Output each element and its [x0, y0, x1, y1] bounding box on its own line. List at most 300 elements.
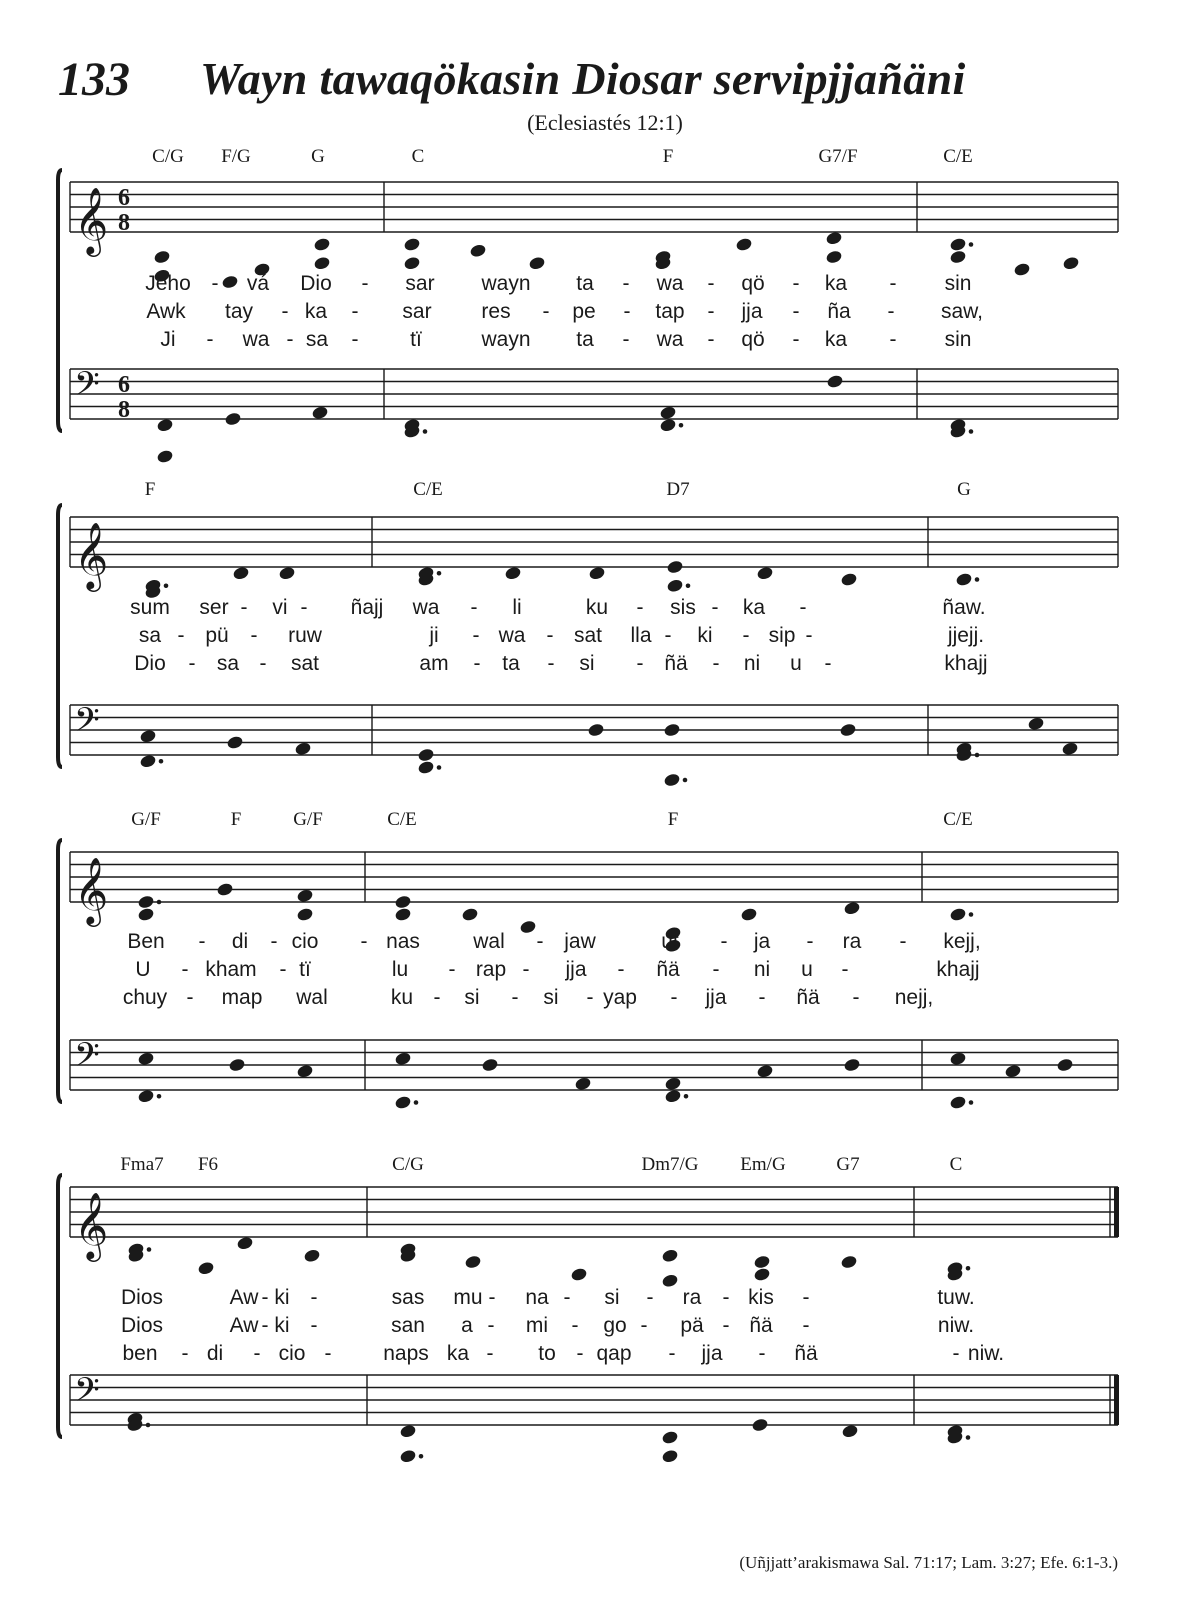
- lyric-hyphen: -: [758, 1342, 766, 1365]
- chord-symbol: F: [667, 809, 679, 830]
- note-head: [840, 1254, 858, 1269]
- lyric-hyphen: -: [250, 624, 258, 647]
- note-dot: [969, 912, 974, 917]
- system-bracket: [58, 170, 62, 431]
- note-head: [403, 256, 421, 271]
- note-head: [224, 411, 242, 426]
- lyric-syllable: ñä: [796, 986, 820, 1009]
- note-head: [296, 888, 314, 903]
- bass-staff: [70, 1372, 1119, 1426]
- lyric-syllable: map: [221, 986, 263, 1009]
- lyric-hyphen: -: [206, 328, 214, 351]
- lyric-hyphen: -: [487, 1314, 495, 1337]
- lyric-syllable: ku: [585, 596, 609, 619]
- lyric-syllable: yap: [603, 986, 637, 1009]
- lyric-syllable: sip: [768, 624, 796, 647]
- lyric-hyphen: -: [448, 958, 456, 981]
- note-head: [296, 907, 314, 922]
- lyric-syllable: ñä: [749, 1314, 773, 1337]
- chord-symbol: F/G: [221, 146, 251, 167]
- chord-symbol: F6: [197, 1154, 219, 1175]
- lyrics-verse-1: [121, 1286, 975, 1309]
- hymn-number: 133: [58, 53, 130, 106]
- note-head: [1027, 716, 1045, 731]
- treble-staff: [70, 1187, 1119, 1262]
- lyric-syllable: ja: [753, 930, 771, 953]
- note-head: [394, 1095, 412, 1110]
- chord-symbol: G/F: [293, 809, 323, 830]
- lyric-syllable: cio: [278, 1342, 306, 1365]
- lyric-syllable: lu: [391, 958, 409, 981]
- lyric-syllable: u: [801, 958, 813, 981]
- note-head: [394, 1051, 412, 1066]
- treble-clef-icon: 𝄞: [74, 856, 109, 924]
- chord-symbol: C/E: [413, 479, 443, 500]
- lyric-hyphen: -: [622, 328, 630, 351]
- lyric-syllable: rap: [475, 958, 507, 981]
- lyric-hyphen: -: [486, 1342, 494, 1365]
- lyric-hyphen: -: [511, 986, 519, 1009]
- note-head: [399, 1424, 417, 1439]
- lyric-hyphen: -: [952, 1342, 960, 1365]
- note-head: [756, 566, 774, 581]
- lyric-syllable: jaw: [564, 930, 596, 953]
- note-head: [839, 722, 857, 737]
- note-head: [137, 1051, 155, 1066]
- note-dot: [975, 577, 980, 582]
- lyric-hyphen: -: [670, 986, 678, 1009]
- note-head: [226, 735, 244, 750]
- note-dot: [423, 429, 428, 434]
- lyric-syllable: ña: [827, 300, 851, 323]
- note-head: [666, 559, 684, 574]
- lyric-hyphen: -: [586, 986, 594, 1009]
- time-signature-bottom: 8: [118, 397, 130, 423]
- lyric-syllable: ut: [661, 930, 679, 953]
- lyric-syllable: Ben: [127, 930, 165, 953]
- note-head: [664, 1089, 682, 1104]
- lyric-hyphen: -: [211, 272, 219, 295]
- note-head: [661, 1248, 679, 1263]
- chord-symbol: G/F: [131, 809, 161, 830]
- note-head: [417, 760, 435, 775]
- bass-clef-icon: 𝄢: [74, 701, 100, 748]
- lyric-hyphen: -: [720, 930, 728, 953]
- lyric-hyphen: -: [181, 958, 189, 981]
- note-head: [469, 243, 487, 258]
- lyrics-verse-1: [145, 272, 971, 295]
- lyric-syllable: tï: [410, 328, 422, 351]
- note-dot: [419, 1454, 424, 1459]
- note-head: [841, 1424, 859, 1439]
- chord-symbol: Fma7: [120, 1154, 164, 1175]
- note-dot: [683, 778, 688, 783]
- note-head: [311, 405, 329, 420]
- lyric-syllable: wa: [656, 328, 684, 351]
- lyric-syllable: wal: [296, 986, 328, 1009]
- lyric-syllable: sin: [944, 272, 972, 295]
- lyric-hyphen: -: [889, 272, 897, 295]
- lyric-syllable: wal: [473, 930, 505, 953]
- lyric-syllable: u: [790, 652, 802, 675]
- hymn-title: Wayn tawaqökasin Diosar servipjjañäni: [200, 53, 966, 104]
- lyric-hyphen: -: [351, 328, 359, 351]
- lyric-hyphen: -: [792, 300, 800, 323]
- note-head: [403, 237, 421, 252]
- lyrics-verse-1: [127, 930, 980, 953]
- lyric-syllable: saw,: [940, 300, 984, 323]
- note-head: [949, 1095, 967, 1110]
- lyric-hyphen: -: [261, 1314, 269, 1337]
- note-head: [756, 1064, 774, 1079]
- lyric-syllable: Dios: [120, 1314, 164, 1337]
- lyric-hyphen: -: [711, 596, 719, 619]
- chord-symbol: G7: [836, 1154, 860, 1175]
- lyrics-verse-2: [121, 1314, 974, 1337]
- lyric-syllable: lla: [630, 624, 652, 647]
- lyric-syllable: ka: [304, 300, 328, 323]
- note-head: [1062, 256, 1080, 271]
- lyric-syllable: U: [135, 958, 151, 981]
- lyric-syllable: sas: [391, 1286, 425, 1309]
- lyric-syllable: sa: [138, 624, 162, 647]
- lyric-hyphen: -: [259, 652, 267, 675]
- lyric-syllable: wa: [498, 624, 526, 647]
- lyric-syllable: qö: [741, 328, 765, 351]
- lyric-syllable: ser: [199, 596, 229, 619]
- lyric-hyphen: -: [664, 624, 672, 647]
- note-head: [661, 1449, 679, 1464]
- bass-staff: [70, 366, 1118, 424]
- lyrics-verse-3: [122, 1342, 1004, 1365]
- chord-symbol: G: [957, 479, 971, 500]
- lyrics-verse-2: [135, 958, 979, 981]
- note-head: [417, 747, 435, 762]
- lyrics-verse-3: [134, 652, 987, 675]
- note-head: [825, 249, 843, 264]
- note-head: [137, 894, 155, 909]
- lyric-hyphen: -: [712, 652, 720, 675]
- lyric-syllable: ra: [842, 930, 862, 953]
- lyrics-verse-2: [146, 300, 983, 323]
- lyric-syllable: tuw.: [937, 1286, 975, 1309]
- lyric-syllable: san: [391, 1314, 425, 1337]
- lyric-syllable: kejj,: [943, 930, 981, 953]
- note-head: [949, 1051, 967, 1066]
- lyric-syllable: si: [579, 652, 595, 675]
- note-head: [666, 578, 684, 593]
- note-head: [753, 1267, 771, 1282]
- lyric-syllable: ni: [743, 652, 761, 675]
- lyric-syllable: go: [603, 1314, 627, 1337]
- note-head: [137, 907, 155, 922]
- lyric-hyphen: -: [310, 1286, 318, 1309]
- lyric-hyphen: -: [646, 1286, 654, 1309]
- lyric-hyphen: -: [198, 930, 206, 953]
- lyric-syllable: to: [538, 1342, 556, 1365]
- lyric-hyphen: -: [742, 624, 750, 647]
- music-system-4: [58, 1154, 1119, 1464]
- lyric-syllable: na: [525, 1286, 549, 1309]
- note-head: [659, 405, 677, 420]
- chord-symbol: G7/F: [818, 146, 858, 167]
- note-dot: [686, 583, 691, 588]
- lyric-syllable: nas: [386, 930, 420, 953]
- note-dot: [147, 1247, 152, 1252]
- note-dot: [969, 242, 974, 247]
- note-head: [949, 907, 967, 922]
- chord-symbol: C: [411, 146, 425, 167]
- lyric-syllable: ta: [576, 272, 594, 295]
- lyric-hyphen: -: [802, 1314, 810, 1337]
- lyric-hyphen: -: [472, 624, 480, 647]
- lyric-hyphen: -: [360, 930, 368, 953]
- note-dot: [969, 1100, 974, 1105]
- note-dot: [157, 1094, 162, 1099]
- chord-symbol: Em/G: [740, 1154, 786, 1175]
- note-head: [574, 1076, 592, 1091]
- lyric-syllable: Dio: [300, 272, 332, 295]
- lyric-syllable: si: [543, 986, 559, 1009]
- lyric-syllable: kis: [748, 1286, 774, 1309]
- lyric-hyphen: -: [622, 272, 630, 295]
- lyric-syllable: ruw: [288, 624, 322, 647]
- lyric-syllable: res: [481, 300, 511, 323]
- lyric-syllable: tï: [299, 958, 311, 981]
- chord-symbol: F: [662, 146, 674, 167]
- lyric-syllable: ki: [274, 1286, 290, 1309]
- music-system-2: [58, 479, 1118, 788]
- lyric-hyphen: -: [281, 300, 289, 323]
- lyric-hyphen: -: [841, 958, 849, 981]
- note-head: [843, 901, 861, 916]
- note-dot: [159, 759, 164, 764]
- lyric-hyphen: -: [758, 986, 766, 1009]
- lyric-hyphen: -: [640, 1314, 648, 1337]
- lyrics-verse-3: [160, 328, 971, 351]
- note-head: [156, 418, 174, 433]
- lyric-syllable: vá: [246, 272, 270, 295]
- scripture-reference: (Eclesiastés 12:1): [527, 110, 683, 135]
- chord-symbol: F: [144, 479, 156, 500]
- note-head: [663, 772, 681, 787]
- lyric-hyphen: -: [805, 624, 813, 647]
- note-head: [587, 722, 605, 737]
- lyric-syllable: si: [604, 1286, 620, 1309]
- cross-references: (Uñjjatt’arakismawa Sal. 71:17; Lam. 3:27; Efe. 6:1-3.): [739, 1553, 1118, 1572]
- time-signature-bottom: 8: [118, 210, 130, 236]
- lyric-syllable: pü: [205, 624, 229, 647]
- lyric-hyphen: -: [522, 958, 530, 981]
- lyric-syllable: jja: [565, 958, 587, 981]
- lyric-syllable: sat: [573, 624, 603, 647]
- lyric-hyphen: -: [186, 986, 194, 1009]
- lyric-syllable: pe: [572, 300, 596, 323]
- note-head: [826, 374, 844, 389]
- note-head: [1004, 1064, 1022, 1079]
- lyric-syllable: cio: [291, 930, 319, 953]
- note-head: [825, 231, 843, 246]
- lyric-hyphen: -: [617, 958, 625, 981]
- note-head: [232, 566, 250, 581]
- note-head: [751, 1417, 769, 1432]
- note-head: [570, 1267, 588, 1282]
- note-head: [394, 894, 412, 909]
- lyric-hyphen: -: [712, 958, 720, 981]
- lyric-syllable: wa: [412, 596, 440, 619]
- note-head: [661, 1273, 679, 1288]
- chord-symbol: F: [230, 809, 242, 830]
- lyric-hyphen: -: [668, 1342, 676, 1365]
- note-head: [461, 907, 479, 922]
- note-head: [955, 572, 973, 587]
- lyric-hyphen: -: [546, 624, 554, 647]
- note-head: [156, 449, 174, 464]
- lyric-syllable: li: [512, 596, 522, 619]
- lyric-hyphen: -: [722, 1286, 730, 1309]
- chord-symbol: C/E: [943, 146, 973, 167]
- lyric-syllable: pä: [680, 1314, 704, 1337]
- note-head: [661, 1430, 679, 1445]
- treble-clef-icon: 𝄞: [74, 186, 109, 254]
- lyric-syllable: Aw: [229, 1314, 259, 1337]
- lyric-syllable: ra: [682, 1286, 702, 1309]
- note-dot: [966, 1435, 971, 1440]
- note-head: [481, 1057, 499, 1072]
- lyric-syllable: Dios: [120, 1286, 164, 1309]
- lyric-syllable: wayn: [481, 272, 531, 295]
- lyric-hyphen: -: [547, 652, 555, 675]
- lyric-syllable: ku: [390, 986, 414, 1009]
- lyric-hyphen: -: [722, 1314, 730, 1337]
- lyric-hyphen: -: [279, 958, 287, 981]
- lyric-hyphen: -: [253, 1342, 261, 1365]
- lyric-hyphen: -: [361, 272, 369, 295]
- lyric-syllable: ta: [502, 652, 520, 675]
- system-bracket: [58, 505, 62, 767]
- lyric-syllable: sa: [216, 652, 240, 675]
- note-head: [588, 566, 606, 581]
- lyric-hyphen: -: [473, 652, 481, 675]
- lyric-hyphen: -: [240, 596, 248, 619]
- lyric-syllable: ñä: [664, 652, 688, 675]
- lyric-hyphen: -: [576, 1342, 584, 1365]
- lyric-syllable: jjejj.: [947, 624, 985, 647]
- lyric-syllable: tay: [224, 300, 254, 323]
- lyric-syllable: niw.: [967, 1342, 1005, 1365]
- lyric-hyphen: -: [433, 986, 441, 1009]
- note-head: [664, 1076, 682, 1091]
- chord-symbol: C/G: [152, 146, 184, 167]
- lyric-syllable: qö: [741, 272, 765, 295]
- lyric-syllable: khajj: [944, 652, 988, 675]
- lyric-syllable: chuy: [122, 986, 168, 1009]
- lyric-syllable: di: [231, 930, 249, 953]
- lyric-syllable: ji: [429, 624, 439, 647]
- lyric-hyphen: -: [300, 596, 308, 619]
- lyric-syllable: sar: [405, 272, 435, 295]
- note-head: [528, 256, 546, 271]
- lyric-syllable: kham: [205, 958, 257, 981]
- chord-symbol: C: [949, 1154, 963, 1175]
- note-head: [278, 566, 296, 581]
- lyric-hyphen: -: [488, 1286, 496, 1309]
- chord-symbol: C/E: [943, 809, 973, 830]
- lyric-hyphen: -: [887, 300, 895, 323]
- lyric-syllable: mu: [453, 1286, 483, 1309]
- lyric-syllable: Aw: [229, 1286, 259, 1309]
- lyric-syllable: ta: [576, 328, 594, 351]
- lyric-hyphen: -: [707, 328, 715, 351]
- lyric-syllable: jja: [705, 986, 727, 1009]
- lyric-syllable: ñä: [656, 958, 680, 981]
- lyric-syllable: wa: [242, 328, 270, 351]
- lyric-syllable: ka: [824, 272, 848, 295]
- lyric-syllable: tap: [655, 300, 685, 323]
- note-head: [228, 1057, 246, 1072]
- lyric-hyphen: -: [351, 300, 359, 323]
- treble-clef-icon: 𝄞: [74, 1191, 109, 1259]
- note-head: [464, 1254, 482, 1269]
- lyric-hyphen: -: [563, 1286, 571, 1309]
- lyric-syllable: ki: [274, 1314, 290, 1337]
- note-head: [504, 566, 522, 581]
- lyric-hyphen: -: [806, 930, 814, 953]
- lyric-syllable: Jeho: [145, 272, 191, 295]
- lyric-hyphen: -: [889, 328, 897, 351]
- lyric-syllable: jja: [741, 300, 763, 323]
- lyric-syllable: sat: [290, 652, 320, 675]
- lyric-syllable: sar: [402, 300, 432, 323]
- lyric-hyphen: -: [802, 1286, 810, 1309]
- note-dot: [414, 1100, 419, 1105]
- note-dot: [146, 1423, 151, 1428]
- lyric-syllable: Ji: [160, 328, 176, 351]
- final-barline-thick: [1114, 1187, 1119, 1237]
- lyric-syllable: vi: [272, 596, 288, 619]
- music-system-3: [58, 809, 1118, 1110]
- note-head: [1061, 741, 1079, 756]
- lyric-syllable: a: [461, 1314, 473, 1337]
- chord-symbol: C/E: [387, 809, 417, 830]
- lyrics-verse-2: [139, 624, 984, 647]
- note-dot: [157, 900, 162, 905]
- final-barline-thick: [1114, 1375, 1119, 1425]
- note-head: [303, 1248, 321, 1263]
- note-head: [236, 1236, 254, 1251]
- lyric-syllable: qap: [596, 1342, 632, 1365]
- note-head: [394, 907, 412, 922]
- chord-symbol: D7: [666, 479, 690, 500]
- lyric-syllable: sin: [944, 328, 972, 351]
- note-head: [139, 754, 157, 769]
- note-dot: [164, 583, 169, 588]
- note-head: [139, 729, 157, 744]
- note-head: [1056, 1057, 1074, 1072]
- note-dot: [969, 429, 974, 434]
- lyric-syllable: di: [206, 1342, 224, 1365]
- note-head: [216, 882, 234, 897]
- chord-symbol: Dm7/G: [641, 1154, 699, 1175]
- lyric-hyphen: -: [536, 930, 544, 953]
- note-dot: [684, 1094, 689, 1099]
- note-head: [519, 919, 537, 934]
- time-signature-top: 6: [118, 185, 130, 211]
- system-bracket: [58, 1175, 62, 1437]
- lyric-syllable: nejj,: [894, 986, 934, 1009]
- lyric-syllable: sa: [305, 328, 329, 351]
- note-head: [840, 572, 858, 587]
